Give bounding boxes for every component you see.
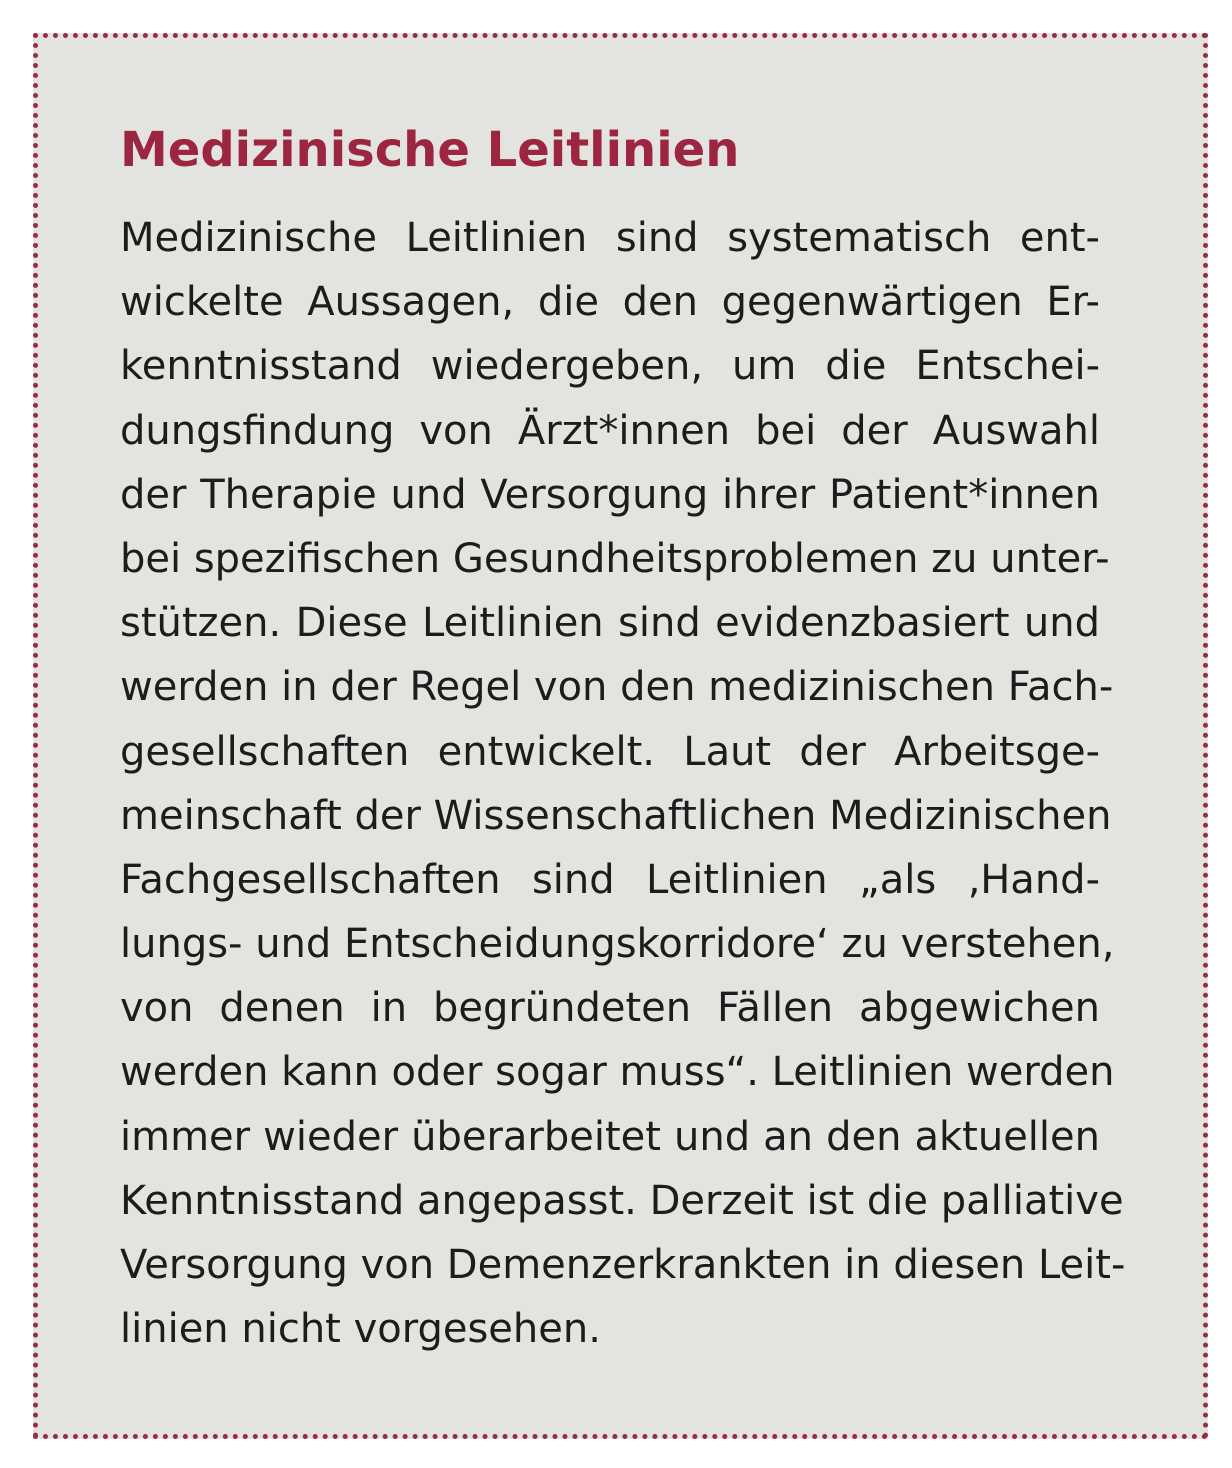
- text-line: werden in der Regel von den medizinischen Fach-: [120, 664, 1114, 711]
- box-body-text: [120, 206, 1126, 1361]
- text-line: gesellschaften entwickelt. Laut der Arbeitsge-: [120, 728, 1100, 775]
- text-line: wickelte Aussagen, die den gegenwärtigen Er-: [120, 279, 1100, 326]
- text-line: Fachgesellschaften sind Leitlinien „als ‚Hand-: [120, 856, 1100, 903]
- text-line: lungs- und Entscheidungskorridore‘ zu verstehen,: [120, 921, 1115, 968]
- box-title: Medizinische Leitlinien: [120, 122, 740, 178]
- text-line: kenntnisstand wiedergeben, um die Entschei-: [120, 343, 1100, 390]
- text-line: werden kann oder sogar muss“. Leitlinien werden: [120, 1049, 1115, 1096]
- text-line: Medizinische Leitlinien sind systematisch ent-: [120, 215, 1100, 261]
- text-line: der Therapie und Versorgung ihrer Patient*innen: [120, 471, 1100, 518]
- text-line: stützen. Diese Leitlinien sind evidenzbasiert und: [120, 600, 1100, 647]
- text-line: Versorgung von Demenzerkrankten in diesen Leit-: [120, 1242, 1126, 1288]
- text-line: meinschaft der Wissenschaftlichen Medizinischen: [120, 792, 1112, 839]
- text-line: dungsfindung von Ärzt*innen bei der Auswahl: [120, 407, 1100, 454]
- text-line: Kenntnisstand angepasst. Derzeit ist die palliative: [120, 1177, 1124, 1224]
- text-line: bei spezifischen Gesundheitsproblemen zu unter-: [120, 535, 1110, 582]
- text-line: linien nicht vorgesehen.: [120, 1306, 601, 1353]
- text-line: immer wieder überarbeitet und an den aktuellen: [120, 1113, 1100, 1160]
- text-line: von denen in begründeten Fällen abgewichen: [120, 985, 1100, 1032]
